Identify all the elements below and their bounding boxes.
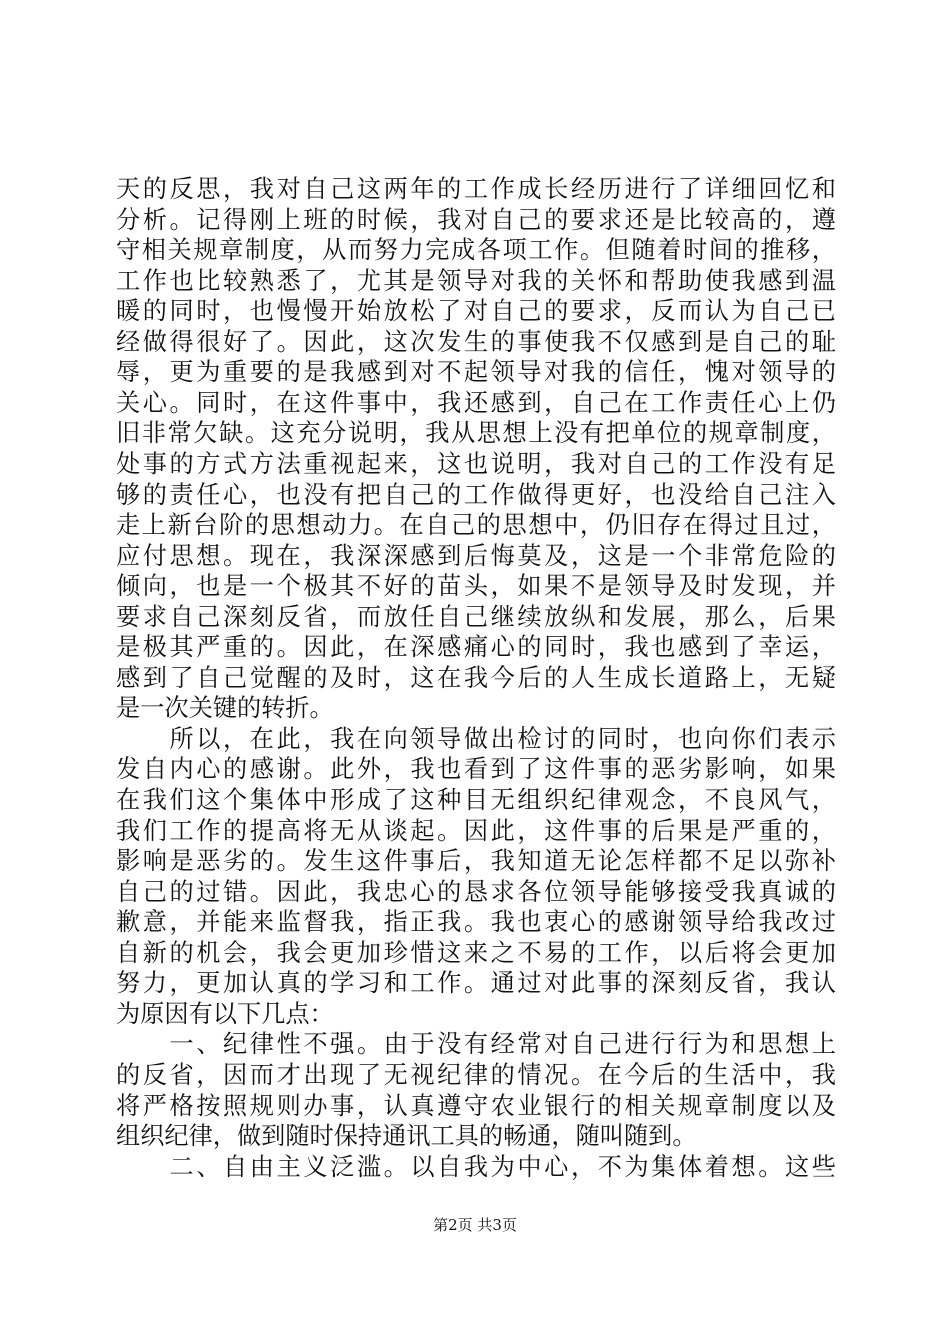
text-line: 处事的方式方法重视起来，这也说明，我对自己的工作没有足 (116, 450, 836, 478)
text-line: 为原因有以下几点： (116, 1000, 334, 1028)
text-line: 自新的机会，我会更加珍惜这来之不易的工作，以后将会更加 (116, 939, 836, 967)
text-line: 工作也比较熟悉了，尤其是领导对我的关怀和帮助使我感到温 (116, 267, 836, 295)
text-line: 在我们这个集体中形成了这种目无组织纪律观念，不良风气， (116, 786, 836, 814)
text-line: 经做得很好了。因此，这次发生的事使我不仅感到是自己的耻 (116, 328, 836, 356)
text-line: 分析。记得刚上班的时候，我对自己的要求还是比较高的，遵 (116, 206, 836, 234)
page-footer: 第2页 共3页 (433, 1216, 517, 1234)
text-line: 自己的过错。因此，我忠心的恳求各位领导能够接受我真诚的 (116, 878, 836, 906)
text-line: 旧非常欠缺。这充分说明，我从思想上没有把单位的规章制度， (116, 419, 836, 447)
text-line: 歉意，并能来监督我，指正我。我也衷心的感谢领导给我改过 (116, 908, 836, 936)
text-line: 倾向，也是一个极其不好的苗头，如果不是领导及时发现，并 (116, 572, 836, 600)
text-line: 努力，更加认真的学习和工作。通过对此事的深刻反省，我认 (116, 969, 836, 997)
text-line: 守相关规章制度，从而努力完成各项工作。但随着时间的推移， (116, 236, 836, 264)
text-line: 发自内心的感谢。此外，我也看到了这件事的恶劣影响，如果 (116, 755, 836, 783)
text-line: 够的责任心，也没有把自己的工作做得更好，也没给自己注入 (116, 481, 836, 509)
text-line: 组织纪律，做到随时保持通讯工具的畅通，随叫随到。 (116, 1122, 697, 1150)
text-line: 所以，在此，我在向领导做出检讨的同时，也向你们表示 (116, 725, 836, 753)
text-line: 的反省，因而才出现了无视纪律的情况。在今后的生活中，我 (116, 1061, 836, 1089)
text-line: 走上新台阶的思想动力。在自己的思想中，仍旧存在得过且过， (116, 511, 836, 539)
text-line: 要求自己深刻反省，而放任自己继续放纵和发展，那么，后果 (116, 603, 836, 631)
text-line: 应付思想。现在，我深深感到后悔莫及，这是一个非常危险的 (116, 542, 836, 570)
text-line: 天的反思，我对自己这两年的工作成长经历进行了详细回忆和 (116, 175, 836, 203)
text-line: 感到了自己觉醒的及时，这在我今后的人生成长道路上，无疑 (116, 664, 836, 692)
text-line: 我们工作的提高将无从谈起。因此，这件事的后果是严重的， (116, 817, 836, 845)
text-line: 影响是恶劣的。发生这件事后，我知道无论怎样都不足以弥补 (116, 847, 836, 875)
text-line: 二、自由主义泛滥。以自我为中心，不为集体着想。这些 (116, 1153, 836, 1181)
text-line: 辱，更为重要的是我感到对不起领导对我的信任，愧对领导的 (116, 358, 836, 386)
text-line: 是一次关键的转折。 (116, 694, 334, 722)
text-line: 将严格按照规则办事，认真遵守农业银行的相关规章制度以及 (116, 1092, 836, 1120)
text-line: 关心。同时，在这件事中，我还感到，自己在工作责任心上仍 (116, 389, 836, 417)
text-line: 一、纪律性不强。由于没有经常对自己进行行为和思想上 (116, 1030, 836, 1058)
text-line: 暖的同时，也慢慢开始放松了对自己的要求，反而认为自己已 (116, 297, 836, 325)
text-line: 是极其严重的。因此，在深感痛心的同时，我也感到了幸运， (116, 633, 836, 661)
